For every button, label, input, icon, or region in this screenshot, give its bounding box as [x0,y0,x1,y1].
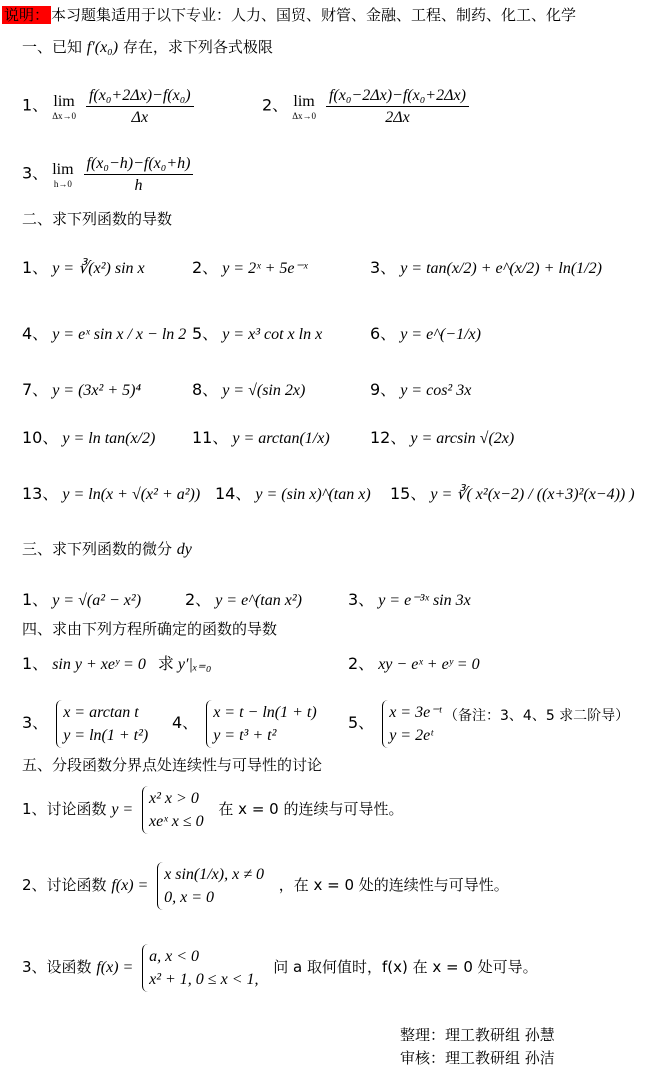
system-brace: x = t − ln(1 + t) y = t³ + t² [206,700,322,748]
problem-index: 3、 [22,163,49,183]
system-brace: x = 3e⁻ᵗ y = 2eᵗ [382,700,447,748]
s2-item-3: 3、 y = tan(x/2) + e^(x/2) + ln(1/2) [370,258,602,277]
s2-item-10: 10、 y = ln tan(x/2) [22,428,156,447]
piecewise-brace: x sin(1/x), x ≠ 0 0, x = 0 [157,862,270,910]
s1-problem-2 [262,86,471,127]
s3-item-1: 1、 y = √(a² − x²) [22,590,142,609]
section-3-title-expr: dy [176,541,192,558]
piecewise-brace: x² x > 0 xeˣ x ≤ 0 [142,786,210,834]
s2-item-2: 2、 y = 2ˣ + 5e⁻ˣ [192,258,308,277]
section-1-title-prefix: 一、已知 [22,38,83,56]
s4-problem-1: 1、 sin y + xeʸ = 0 求 y′|ₓ₌₀ [22,654,212,673]
s1-problem-1 [22,86,196,127]
s4-problem-2: 2、 xy − eˣ + eʸ = 0 [348,654,480,673]
s5-problem-1: 1、讨论函数 y = x² x > 0 xeˣ x ≤ 0 在 x = 0 的连续与可导性。 [22,786,403,834]
s4-remark: （备注：3、4、5 求二阶导） [444,708,630,724]
s2-item-11: 11、 y = arctan(1/x) [192,428,330,447]
s2-item-6: 6、 y = e^(−1/x) [370,324,481,343]
s2-item-12: 12、 y = arcsin √(2x) [370,428,515,447]
s4-problem-3: 3、 x = arctan t y = ln(1 + t²) [22,700,158,748]
s5-problem-2: 2、讨论函数 f(x) = x sin(1/x), x ≠ 0 0, x = 0 ，在 x = 0 处的连续性与可导性。 [22,862,509,910]
limit: lim Δx→0 [292,92,316,121]
fraction: $\frac{\text{f(x₀+2Δx)−f(x₀)}}{\Delta x}$ [86,86,194,127]
note-text: 本习题集适用于以下专业：人力、国贸、财管、金融、工程、制药、化工、化学 [51,6,577,24]
problem-index: 1、 [22,95,49,115]
s2-item-1: 1、 y = ∛(x²) sin x [22,258,145,277]
s2-item-14: 14、 y = (sin x)^(tan x) [215,484,371,503]
section-3-title: 三、求下列函数的微分 dy [22,540,192,558]
section-1-title [22,38,273,57]
s2-item-9: 9、 y = cos² 3x [370,380,472,399]
section-4-title: 四、求由下列方程所确定的函数的导数 [22,620,278,638]
s3-item-3: 3、 y = e⁻³ˣ sin 3x [348,590,471,609]
section-5-title: 五、分段函数分界点处连续性与可导性的讨论 [22,756,323,774]
editor-credit: 整理：理工教研组 孙慧 [400,1026,555,1044]
note-label: 说明： [4,6,50,24]
fraction: $\frac{\text{f(x₀−2Δx)−f(x₀+2Δx)}}{2\Delta x}$ [326,86,469,127]
s2-item-13: 13、 y = ln(x + √(x² + a²)) [22,484,201,503]
s4-problem-5: 5、 x = 3e⁻ᵗ y = 2eᵗ [348,700,451,748]
limit: lim Δx→0 [52,92,76,121]
piecewise-brace: a, x < 0 x² + 1, 0 ≤ x < 1, [142,944,264,992]
s2-item-8: 8、 y = √(sin 2x) [192,380,306,399]
problem-index: 2、 [262,95,289,115]
s2-item-4: 4、 y = eˣ sin x / x − ln 2 [22,324,187,343]
s3-item-2: 2、 y = e^(tan x²) [185,590,302,609]
section-1-title-expr: f′(x₀) [86,39,119,56]
fraction: $\frac{\text{f(x₀−h)−f(x₀+h)}}{h}$ [84,154,194,195]
s2-item-5: 5、 y = x³ cot x ln x [192,324,323,343]
s2-item-15: 15、 y = ∛( x²(x−2) / ((x+3)²(x−4)) ) [390,484,635,503]
s2-item-7: 7、 y = (3x² + 5)⁴ [22,380,141,399]
s4-problem-4: 4、 x = t − ln(1 + t) y = t³ + t² [172,700,327,748]
system-brace: x = arctan t y = ln(1 + t²) [56,700,154,748]
s1-problem-3 [22,154,195,195]
section-2-title: 二、求下列函数的导数 [22,210,173,228]
limit: lim h→0 [52,160,74,189]
reviewer-credit: 审核：理工教研组 孙洁 [400,1049,555,1067]
course-note [2,6,576,24]
s5-problem-3: 3、设函数 f(x) = a, x < 0 x² + 1, 0 ≤ x < 1, 问 a 取何值时，f(x) 在 x = 0 处可导。 [22,944,538,992]
section-1-title-suffix: 存在，求下列各式极限 [122,38,273,56]
